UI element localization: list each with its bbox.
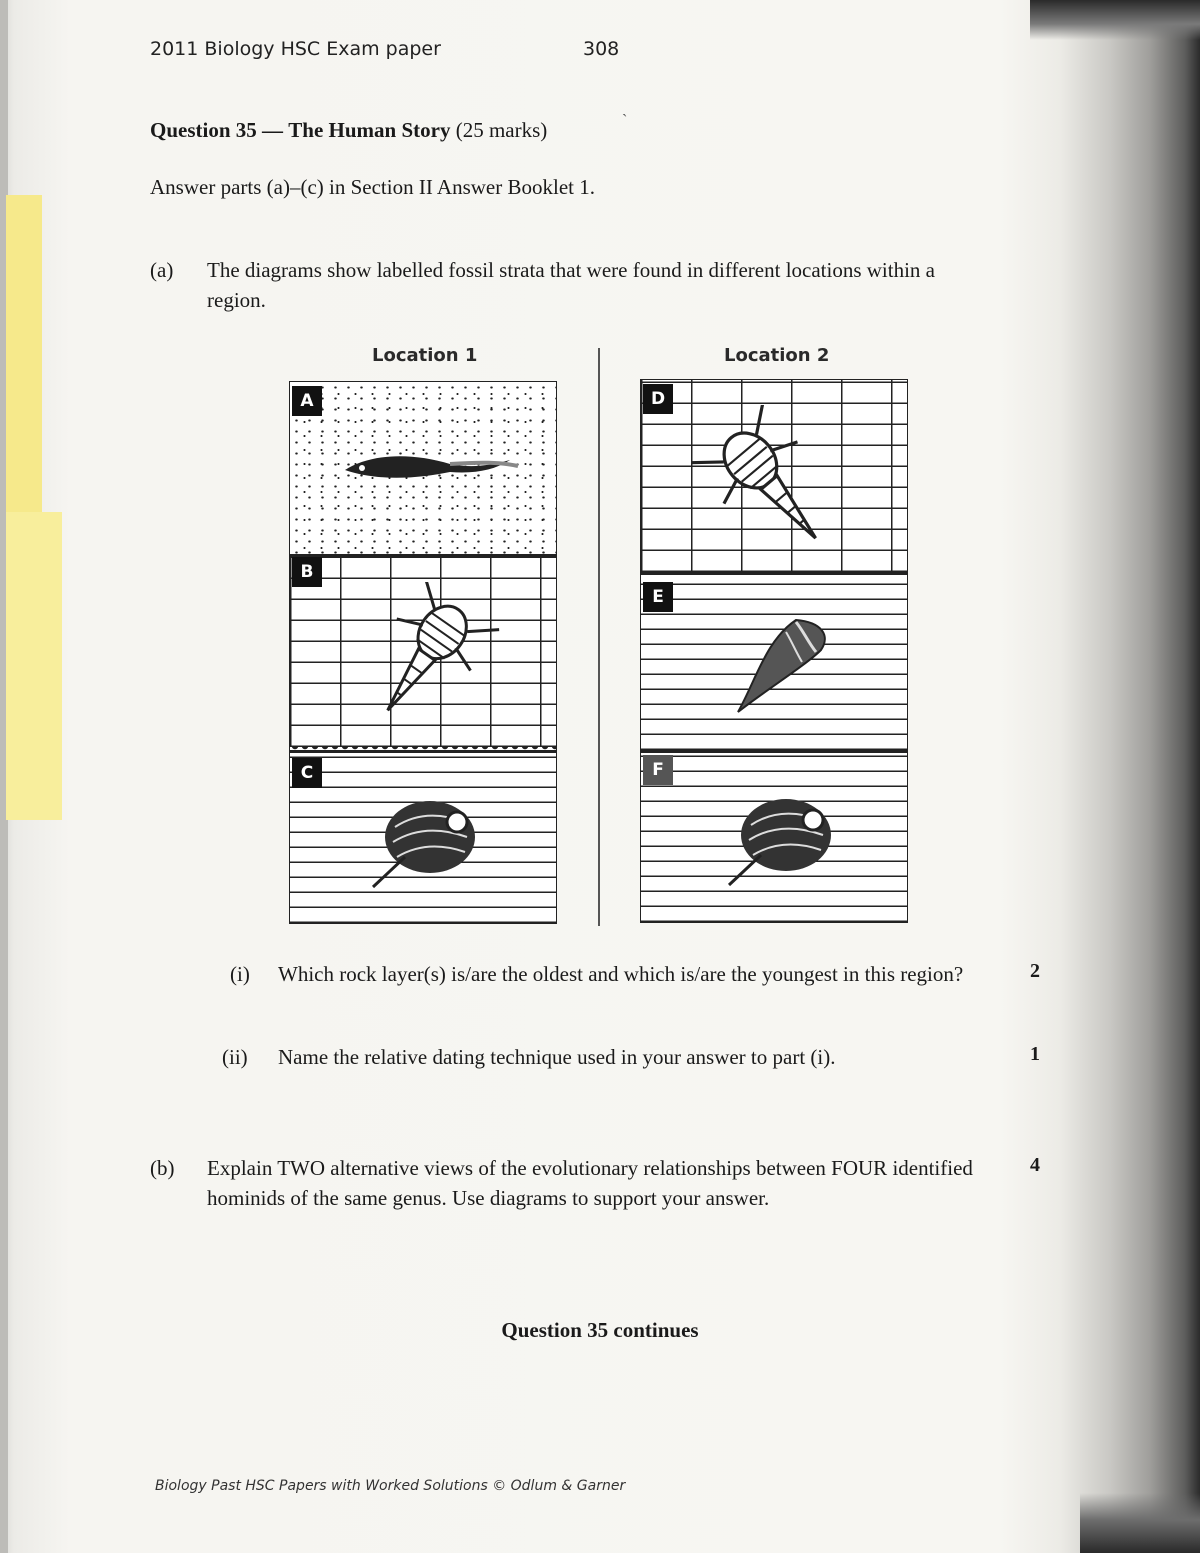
part-a-ii-text: Name the relative dating technique used in your answer to part (i). [278, 1045, 836, 1069]
trilobite-fossil-icon [721, 785, 841, 895]
page-number: 308 [583, 38, 620, 60]
tooth-fossil-icon [726, 610, 836, 720]
location-divider [598, 348, 600, 926]
layer-label-d: D [643, 384, 673, 414]
part-b-marks: 4 [1030, 1154, 1040, 1176]
question-number: Question 35 [150, 118, 257, 142]
question-dash: — [262, 118, 284, 142]
eurypterid-fossil-icon [350, 582, 500, 732]
question-title: The Human Story [288, 118, 451, 142]
location-2-title: Location 2 [724, 345, 830, 366]
part-a-i-marks: 2 [1030, 960, 1040, 982]
part-a-text: The diagrams show labelled fossil strata that were found in different locations within a region. [207, 258, 935, 312]
part-b-label: (b) [150, 1156, 175, 1180]
eurypterid-fossil-icon [691, 405, 851, 565]
part-a-ii-label: (ii) [222, 1045, 248, 1069]
location-2-column [640, 379, 908, 923]
question-marks: (25 marks) [455, 118, 548, 142]
book-spine-shadow-bottom [1080, 1493, 1200, 1553]
layer-label-a: A [292, 386, 322, 416]
book-spine-shadow-top [1030, 0, 1200, 40]
part-a-i-label: (i) [230, 962, 250, 986]
fish-fossil-icon [340, 442, 520, 492]
layer-label-e: E [643, 582, 673, 612]
layer-label-c: C [292, 758, 322, 788]
answer-instruction: Answer parts (a)–(c) in Section II Answer Booklet 1. [150, 175, 595, 199]
question-heading [150, 118, 547, 143]
part-a-i-text: Which rock layer(s) is/are the oldest and which is/are the youngest in this region? [278, 962, 964, 986]
question-continues: Question 35 continues [501, 1318, 699, 1342]
layer-label-f: F [643, 755, 673, 785]
part-a-ii-marks: 1 [1030, 1043, 1040, 1065]
page-header-title: 2011 Biology HSC Exam paper [150, 38, 441, 60]
layer-label-b: B [292, 557, 322, 587]
pen-mark: ˋ [622, 112, 628, 129]
sticky-note-lower [6, 512, 62, 820]
part-b-text: Explain TWO alternative views of the evolutionary relationships between FOUR identified hominids of the same genus. Use diagrams to support your answer. [207, 1156, 973, 1210]
sticky-note-upper [6, 195, 42, 515]
page-footer: Biology Past HSC Papers with Worked Solutions © Odlum & Garner [155, 1478, 626, 1494]
part-a-label: (a) [150, 258, 174, 282]
location-1-title: Location 1 [372, 345, 478, 366]
location-1-column [289, 381, 557, 924]
trilobite-fossil-icon [365, 787, 485, 897]
